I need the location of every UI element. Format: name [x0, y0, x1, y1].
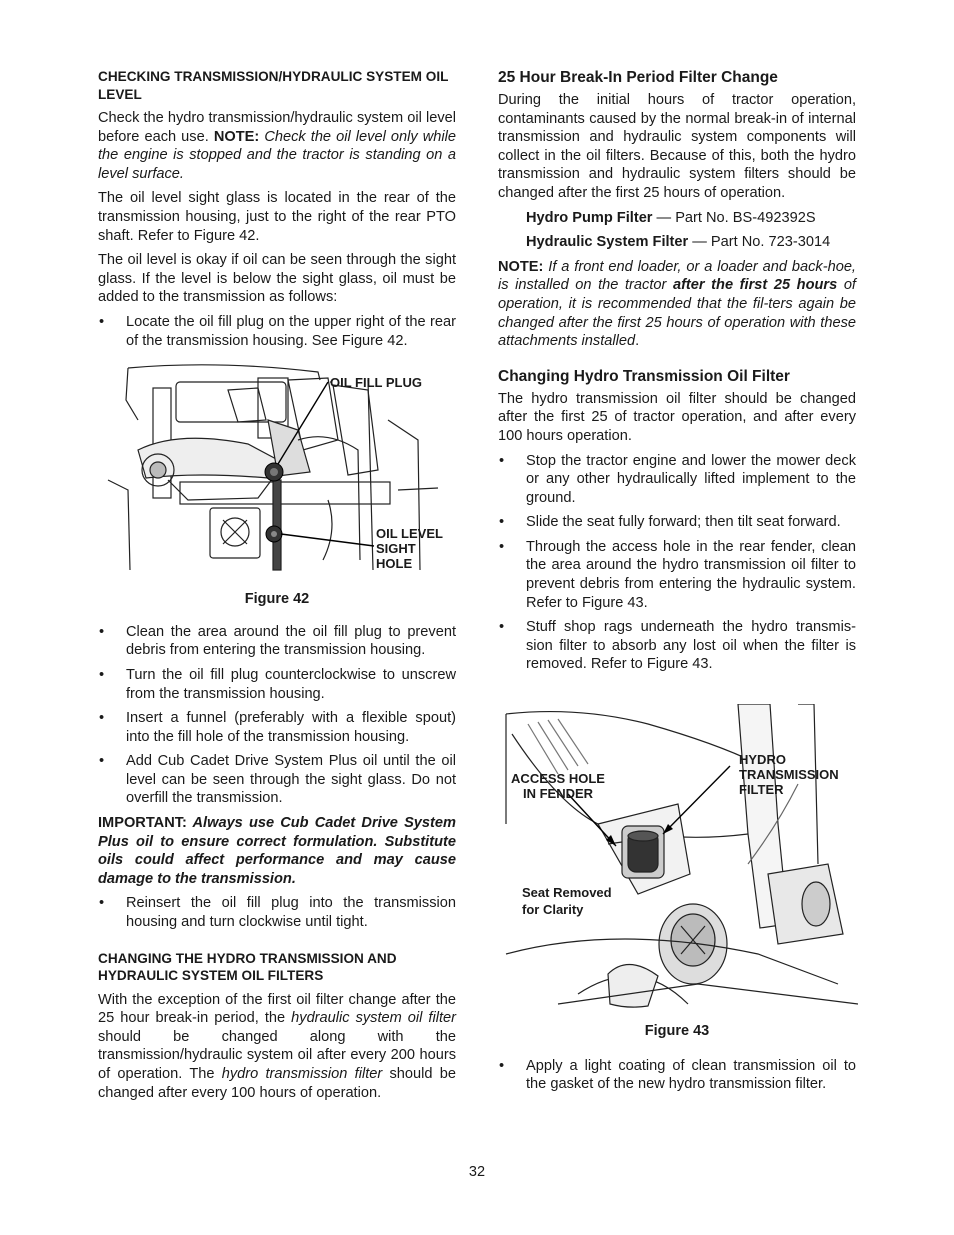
callout-oil-level-sight-hole: OIL LEVEL SIGHT HOLE — [376, 526, 443, 572]
paragraph-sight-glass: The oil level sight glass is located in the rear of the transmission housing, just to the right of the rear PTO shaft. Refer to Figure 42. — [98, 190, 456, 244]
list-item: • Reinsert the oil fill plug into the transmission housing and turn clockwise until tight. — [98, 894, 456, 931]
right-column — [498, 68, 856, 1100]
list-item: • Clean the area around the oil fill plug to prevent debris from entering the transmission housing. — [98, 623, 456, 660]
paragraph-oil-okay: The oil level is okay if oil can be seen through the sight glass. If the level is below the sight glass, oil must be added to the transmission as follows: — [98, 252, 456, 306]
section-heading-check-oil: CHECKING TRANSMISSION/HYDRAULIC SYSTEM OIL LEVEL — [98, 69, 449, 102]
left-column — [98, 68, 456, 1108]
list-item: • Stop the tractor engine and lower the mower deck or any other hydraulically lifted implement to the ground. — [498, 452, 856, 508]
section-heading-hydro-filter: Changing Hydro Transmission Oil Filter — [498, 367, 790, 385]
callout-seat-removed: Seat Removed for Clarity — [522, 885, 612, 918]
note-loader: NOTE: If a front end loader, or a loader and back-hoe, is installed on the tractor after the first 25 hours of operation, it is recommended that the fil-ters again be changed after the first 25 hours of operation with these attachments installed. — [498, 258, 856, 350]
paragraph-breakin: During the initial hours of tractor operation, contaminants caused by the normal break-in of internal transmission and hydraulic system components will collect in the oil filters. Because of this, both the hydro transmission and hydraulic system filters should be changed after the first 25 hours of operation. — [498, 92, 856, 201]
figure-43 — [498, 704, 856, 1014]
callout-hydro-transmission-filter: HYDRO TRANSMISSION FILTER — [739, 752, 839, 798]
list-item: • Insert a funnel (preferably with a flexible spout) into the fill hole of the transmission housing. — [98, 709, 456, 746]
section-heading-breakin: 25 Hour Break-In Period Filter Change — [498, 69, 778, 86]
paragraph-filter-intervals: With the exception of the first oil filter change after the 25 hour break-in period, the hydraulic system oil filter should be changed along with the transmission/hydraulic system oil after every 200 hours of operation. The hydro transmission filter should be changed after every 100 hours of operation. — [98, 991, 456, 1101]
paragraph-hydro-filter: The hydro transmission oil filter should be changed after the first 25 of tractor operation, and after every 100 hours operation. — [498, 390, 856, 444]
page-number: 32 — [468, 1164, 486, 1180]
list-item: • Apply a light coating of clean transmission oil to the gasket of the new hydro transmission filter. — [498, 1057, 856, 1094]
paragraph-check-intro: Check the hydro transmission/hydraulic system oil level before each use. NOTE: Check the oil level only while the engine is stopped and the tractor is standing on a level surface. — [98, 110, 456, 182]
list-item: • Locate the oil fill plug on the upper right of the rear of the transmission housing. See Figure 42. — [98, 313, 456, 350]
important-notice: IMPORTANT: Always use Cub Cadet Drive System Plus oil to ensure correct formulation. Substitute oils could affect performance and may cause damage to the transmission. — [98, 815, 456, 887]
section-heading-change-filters: CHANGING THE HYDRO TRANSMISSION AND HYDRAULIC SYSTEM OIL FILTERS — [98, 950, 397, 984]
list-item: • Add Cub Cadet Drive System Plus oil until the oil level can be seen through the sight glass. Do not overfill the transmission. — [98, 752, 456, 808]
figure-42-caption: Figure 42 — [244, 591, 310, 608]
note-label: NOTE: — [213, 128, 260, 145]
list-item: • Through the access hole in the rear fender, clean the area around the hydro transmission oil filter to prevent debris from entering the hydraulic system. Refer to Figure 43. — [498, 538, 856, 612]
part-hydro-pump-filter: Hydro Pump Filter — Part No. BS-492392S — [526, 209, 816, 226]
figure-42 — [98, 360, 456, 582]
figure-43-caption: Figure 43 — [644, 1023, 710, 1040]
list-item: • Turn the oil fill plug counterclockwise to unscrew from the transmission housing. — [98, 666, 456, 703]
callout-access-hole: ACCESS HOLE IN FENDER — [511, 771, 605, 802]
figure-43-illustration — [498, 704, 858, 1014]
part-hydraulic-system-filter: Hydraulic System Filter — Part No. 723-3014 — [526, 234, 831, 251]
list-item: • Slide the seat fully forward; then tilt seat forward. — [498, 513, 856, 532]
list-item: • Stuff shop rags underneath the hydro transmis-sion filter to absorb any lost oil when the filter is removed. Refer to Figure 43. — [498, 618, 856, 674]
callout-oil-fill-plug: OIL FILL PLUG — [330, 375, 422, 391]
